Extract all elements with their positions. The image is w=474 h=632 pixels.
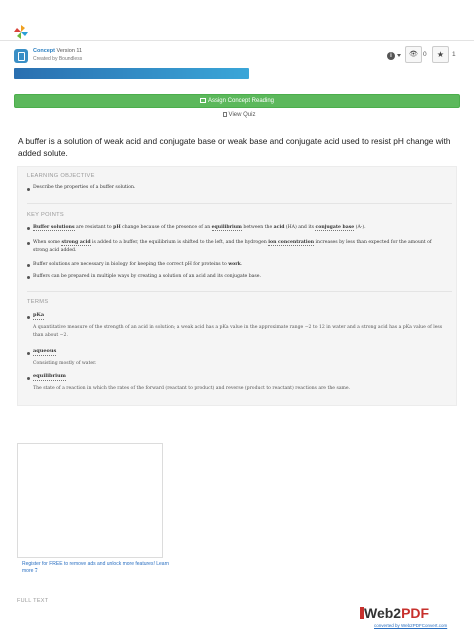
text: increases by less than expected for the amount of strong acid added. <box>33 240 432 253</box>
term-equilibrium[interactable]: equilibrium <box>33 373 66 379</box>
text: is added to a buffer, the equilibrium is shifted to the left, and the hydrogen <box>90 240 269 245</box>
pinwheel-logo-icon[interactable] <box>13 24 29 40</box>
text: (A-). <box>354 225 366 230</box>
section-divider <box>27 203 452 204</box>
learning-objective-heading: LEARNING OBJECTIVE <box>27 173 95 179</box>
assign-concept-reading-button[interactable] <box>14 94 460 108</box>
web2pdf-logo <box>364 605 429 621</box>
web2pdf-watermark[interactable] <box>360 605 470 632</box>
key-point-1 <box>33 224 443 232</box>
term-link-equilibrium[interactable]: equilibrium <box>211 225 242 230</box>
learning-objective-item: Describe the properties of a buffer solution. <box>33 185 136 190</box>
chevron-down-icon <box>397 54 401 57</box>
info-icon: i <box>387 52 395 60</box>
key-points-heading: KEY POINTS <box>27 212 65 218</box>
text: are resistant to <box>74 225 114 230</box>
star-icon: ★ <box>436 50 445 59</box>
web2pdf-link[interactable]: converted by Web2PDFConvert.com <box>374 623 448 628</box>
term-pka-definition: A quantitative measure of the strength of an acid in solution; a weak acid has a pKa value in the approximate range −2 to 12 in water and a strong acid has a pKa value of less than about −2. <box>33 325 443 338</box>
bullet <box>27 188 30 191</box>
ad-placeholder[interactable] <box>17 443 163 558</box>
views-count: 0 <box>423 51 427 58</box>
term-link-ion-concentration[interactable]: ion concentration <box>268 240 315 245</box>
bullet <box>27 377 30 380</box>
text: Buffer solutions are necessary in biology for keeping the correct pH for proteins to <box>33 262 229 267</box>
bullet <box>27 352 30 355</box>
text: (HA) and its <box>284 225 316 230</box>
star-button[interactable] <box>432 46 449 63</box>
text: . <box>240 262 243 267</box>
term-aqueous[interactable]: aqueous <box>33 348 57 354</box>
term-link-strong-acid[interactable]: strong acid <box>61 240 91 245</box>
register-free-text: Register for FREE to remove ads and unlock more features! Learn more <box>22 561 170 574</box>
term-aqueous-definition: Consisting mostly of water. <box>33 361 97 366</box>
help-circle-icon: ❔︎ <box>34 568 38 574</box>
logo-pdf: PDF <box>401 605 430 621</box>
concept-doc-icon <box>14 49 28 63</box>
key-point-3 <box>33 261 443 269</box>
bullet <box>27 227 30 230</box>
quiz-doc-icon <box>223 112 227 117</box>
bullet <box>27 264 30 267</box>
concept-label[interactable]: Concept <box>33 48 55 54</box>
terms-heading: TERMS <box>27 299 49 305</box>
text: change because of the presence of an <box>120 225 212 230</box>
objectives-panel <box>17 166 457 406</box>
assign-label: Assign Concept Reading <box>207 98 275 104</box>
full-text-heading: FULL TEXT <box>17 598 49 604</box>
header-divider <box>0 40 474 41</box>
term-pka[interactable]: pKa <box>33 312 45 318</box>
register-free-link[interactable] <box>22 561 172 575</box>
term-link-buffer-solutions[interactable]: Buffer solutions <box>33 225 75 230</box>
section-divider <box>27 291 452 292</box>
reading-progress-bar <box>14 68 249 79</box>
concept-summary: A buffer is a solution of weak acid and conjugate base or weak base and conjugate acid used to resist pH change with added solute. <box>18 136 451 158</box>
key-point-4: Buffers can be prepared in multiple ways by creating a solution of an acid and its conjugate base. <box>33 274 261 279</box>
view-quiz-button[interactable] <box>219 111 259 120</box>
text: When some <box>33 240 62 245</box>
bullet <box>27 276 30 279</box>
concept-title <box>33 48 82 55</box>
created-by-text: Created by Boundless <box>33 56 83 62</box>
calendar-icon <box>200 98 206 103</box>
logo-word: Web2 <box>364 605 402 621</box>
bullet <box>27 242 30 245</box>
text-bold: pH <box>113 225 121 230</box>
stars-count: 1 <box>452 51 456 58</box>
quiz-label: View Quiz <box>228 112 256 118</box>
eye-icon: 👁︎ <box>409 51 418 58</box>
views-button[interactable] <box>405 46 422 63</box>
term-equilibrium-definition: The state of a reaction in which the rates of the forward (reactant to product) and reverse (product to reactant) reactions are the same. <box>33 386 351 391</box>
text: between the <box>241 225 274 230</box>
info-dropdown[interactable] <box>387 51 405 61</box>
term-link-conjugate-base[interactable]: conjugate base <box>315 225 355 230</box>
key-point-2 <box>33 239 443 255</box>
text-bold: acid <box>273 225 285 230</box>
bullet <box>27 316 30 319</box>
version-text: Version 11 <box>56 48 83 54</box>
text-bold: work <box>228 262 241 267</box>
